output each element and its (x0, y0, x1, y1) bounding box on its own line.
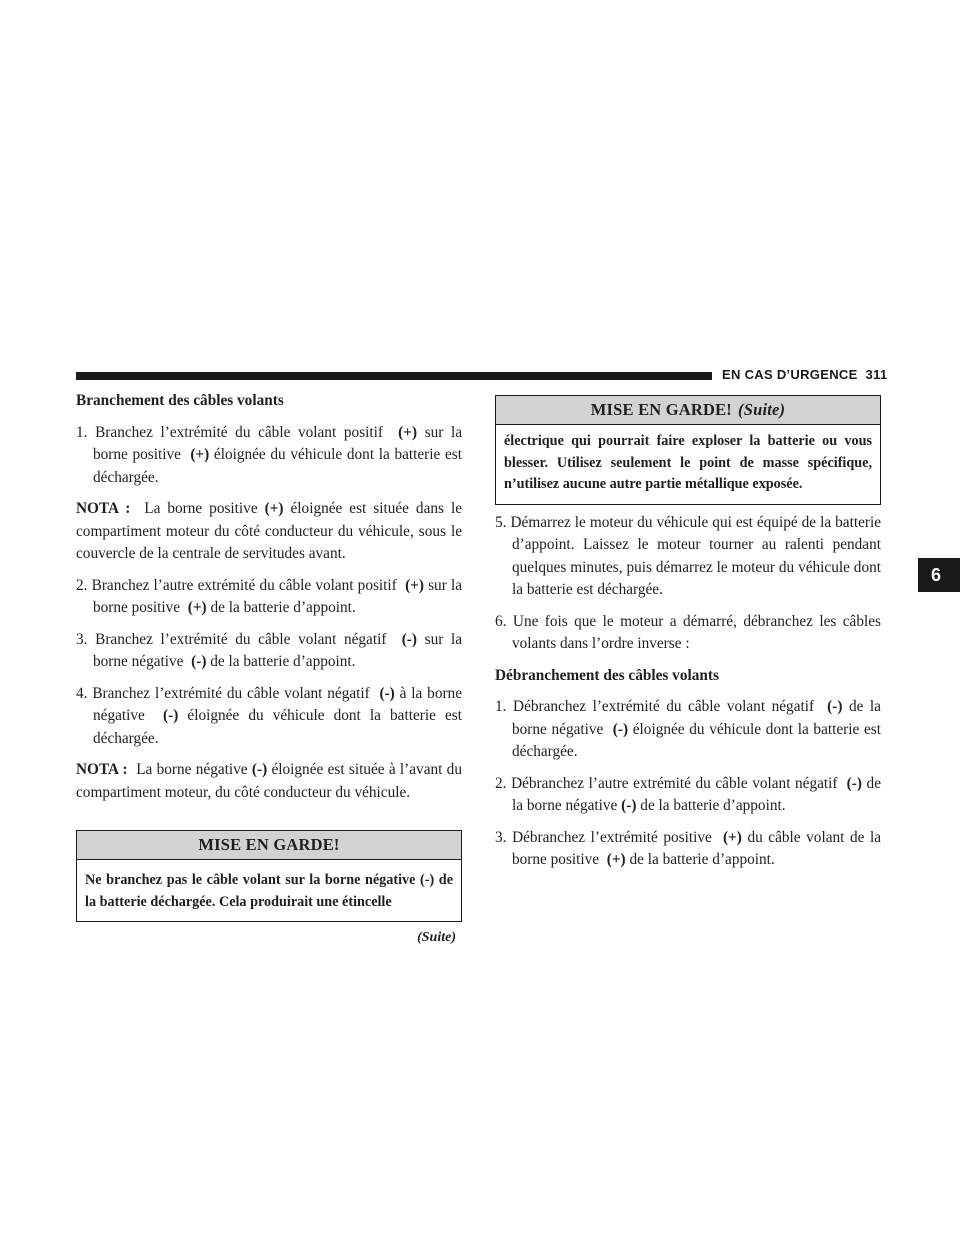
chapter-tab: 6 (918, 558, 960, 592)
polarity-sign: (+) (264, 500, 284, 517)
step-text: éloignée du véhicule dont la batterie est déchargée. (93, 446, 462, 486)
step-text: de la batterie d’appoint. (210, 599, 356, 616)
warning-title-text: MISE EN GARDE! (590, 400, 732, 419)
warning-title (77, 831, 461, 860)
step-text: de la borne négative (512, 774, 881, 814)
warning-title (496, 396, 880, 425)
polarity-sign: (+) (722, 828, 742, 846)
list-item-connect-4 (76, 683, 462, 751)
polarity-sign: (-) (612, 720, 629, 738)
list-item-start-engine-5 (495, 512, 881, 602)
step-text: Branchez l’extrémité du câble volant positif (95, 423, 383, 441)
list-number: 6. (495, 612, 507, 630)
list-item-disconnect-1 (495, 696, 881, 764)
polarity-sign: (+) (398, 423, 418, 441)
list-item-disconnect-6 (495, 611, 881, 656)
note-text: La borne négative (136, 761, 248, 778)
list-item-connect-3 (76, 629, 462, 674)
step-text: éloignée du véhicule dont la batterie est déchargée. (512, 720, 881, 760)
polarity-sign: (-) (251, 761, 268, 778)
section-heading-disconnect: Débranchement des câbles volants (495, 666, 719, 684)
polarity-sign: (-) (191, 653, 207, 670)
note-positive-terminal (76, 498, 462, 566)
polarity-sign: (-) (163, 707, 179, 724)
step-text: Débranchez l’extrémité positive (512, 828, 712, 846)
polarity-sign: (+) (405, 576, 424, 594)
step-text: Débranchez l’extrémité du câble volant négatif (513, 698, 815, 715)
step-text: à la borne négative (93, 684, 462, 724)
polarity-sign: (+) (190, 446, 210, 463)
step-text: Démarrez le moteur du véhicule qui est équipé de la batterie d’appoint. Laissez le moteur tourner au ralenti pendant quelques minutes, puis démarrez le moteur du véhicule dont la batterie est déchargée. (510, 513, 881, 598)
list-item-connect-2 (76, 575, 462, 620)
list-number: 3. (76, 630, 88, 648)
step-text: Branchez l’extrémité du câble volant négatif (95, 630, 387, 648)
polarity-sign: (-) (401, 630, 417, 648)
list-number: 1. (495, 698, 507, 715)
warning-title-suffix: (Suite) (738, 400, 786, 419)
page-number: 311 (865, 367, 888, 382)
list-number: 3. (495, 828, 507, 846)
warning-box-continued (495, 395, 881, 505)
right-column (495, 390, 881, 872)
step-text: de la batterie d’appoint. (629, 851, 775, 868)
polarity-sign: (-) (846, 774, 862, 792)
list-number: 2. (76, 576, 88, 594)
note-text: La borne positive (144, 500, 258, 517)
step-text: éloignée du véhicule dont la batterie est déchargée. (93, 707, 462, 747)
warning-box (76, 830, 462, 922)
list-number: 2. (495, 774, 507, 792)
header-rule (76, 372, 712, 380)
step-text: de la batterie d’appoint. (210, 653, 356, 670)
step-text: sur la borne positive (93, 423, 463, 463)
running-header (722, 367, 887, 382)
warning-body: Ne branchez pas le câble volant sur la borne négative (-) de la batterie déchargée. Cela produirait une étincelle (85, 872, 453, 910)
step-text: sur la borne positive (93, 576, 462, 616)
polarity-sign: (-) (379, 684, 395, 702)
list-item-disconnect-3 (495, 827, 881, 872)
polarity-sign: (+) (187, 599, 207, 616)
list-number: 4. (76, 684, 88, 702)
step-text: sur la borne négative (93, 630, 463, 670)
step-text: Une fois que le moteur a démarré, débranchez les câbles volants dans l’ordre inverse : (512, 612, 881, 652)
step-text: du câble volant de la borne positive (512, 828, 882, 868)
step-text: Débranchez l’autre extrémité du câble volant négatif (511, 774, 838, 792)
warning-body: électrique qui pourrait faire exploser la batterie ou vous blesser. Utilisez seulement le point de masse spécifique, n’utilisez aucune autre partie métallique exposée. (504, 433, 872, 492)
note-label: NOTA : (76, 761, 128, 778)
step-text: Branchez l’autre extrémité du câble volant positif (91, 576, 397, 594)
step-text: Branchez l’extrémité du câble volant négatif (92, 684, 370, 702)
step-text: de la batterie d’appoint. (640, 797, 786, 814)
note-negative-terminal (76, 759, 462, 804)
section-title: EN CAS D’URGENCE (722, 367, 858, 382)
list-number: 1. (76, 423, 88, 441)
warning-title-text: MISE EN GARDE! (198, 835, 340, 854)
list-item-connect-1 (76, 422, 462, 490)
polarity-sign: (+) (606, 851, 626, 868)
polarity-sign: (-) (621, 797, 637, 814)
section-heading-connect: Branchement des câbles volants (76, 392, 284, 409)
note-text: éloignée est située à l’avant du compartiment moteur, du côté conducteur du véhicule. (76, 761, 462, 801)
left-column (76, 390, 462, 946)
continued-label: (Suite) (417, 930, 456, 945)
polarity-sign: (-) (827, 698, 843, 715)
list-number: 5. (495, 513, 507, 531)
note-label: NOTA : (76, 500, 131, 517)
note-text: éloignée est située dans le compartiment moteur du côté conducteur du véhicule, sous le couvercle de la centrale de servitudes avant. (76, 500, 462, 562)
list-item-disconnect-2 (495, 773, 881, 818)
step-text: de la borne négative (512, 698, 881, 738)
